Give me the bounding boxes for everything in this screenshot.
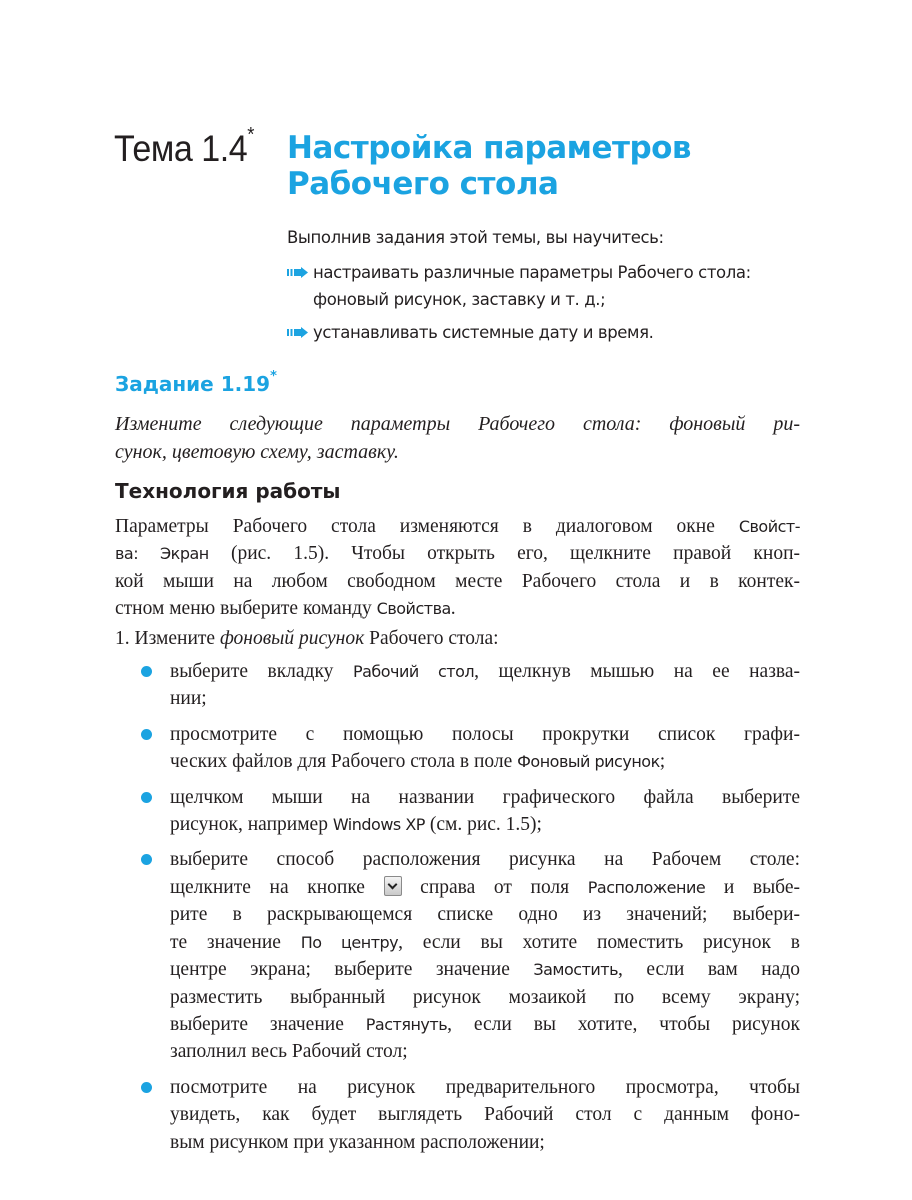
task-text	[115, 411, 800, 466]
task-line: сунок, цветовую схему, заставку.	[115, 440, 399, 463]
text-line	[170, 784, 800, 811]
arrow-right-icon	[287, 267, 309, 278]
text-line	[115, 513, 800, 540]
text-line	[170, 874, 800, 901]
emphasis-text: фоновый рисунок	[219, 627, 365, 649]
task-heading	[115, 369, 277, 396]
intro-text: Выполнив задания этой темы, вы научитесь:	[287, 228, 664, 247]
text-segment: ческих файлов для Рабочего стола в поле	[170, 751, 518, 773]
text-segment: 1. Измените	[115, 627, 220, 649]
text-line	[170, 846, 800, 873]
paragraph	[115, 513, 800, 623]
text-line	[170, 984, 800, 1011]
section-heading: Технология работы	[115, 479, 341, 503]
goal-item	[287, 259, 807, 313]
text-segment: выберите значение	[170, 1013, 366, 1035]
bullet-dot-icon	[141, 666, 152, 677]
bullet-item	[115, 784, 800, 839]
title-line: Настройка параметров	[287, 130, 692, 166]
topic-number: Тема 1.4	[114, 128, 248, 169]
text-line	[170, 1038, 800, 1065]
arrow-right-icon	[287, 327, 309, 338]
ui-term: ва: Экран	[115, 544, 209, 564]
text-segment: вым рисунком при указанном расположении;	[170, 1131, 545, 1153]
topic-star: *	[247, 124, 254, 146]
task-line: Измените следующие параметры Рабочего стола: фоновый ри-	[115, 413, 800, 435]
task-number: Задание 1.19	[115, 372, 271, 396]
text-line	[170, 658, 800, 685]
ui-term: Свойст-	[738, 517, 800, 536]
text-line	[170, 956, 800, 983]
goal-item	[287, 319, 807, 346]
text-line	[170, 901, 800, 928]
text-line	[115, 540, 800, 567]
dropdown-chevron-button-icon	[384, 876, 402, 896]
bullet-item	[115, 658, 800, 713]
topic-label	[114, 124, 254, 170]
text-segment: .	[450, 598, 456, 620]
goal-text: настраивать различные параметры Рабочего стола:	[313, 263, 751, 282]
goal-text: фоновый рисунок, заставку и т. д.;	[313, 290, 606, 309]
ui-term: Расположение	[587, 877, 706, 897]
text-segment: , если вы хотите, чтобы рисунок	[447, 1013, 800, 1035]
text-segment: , если вам надо	[618, 959, 800, 981]
goal-text: устанавливать системные дату и время.	[313, 323, 654, 342]
text-segment: те значение	[170, 931, 301, 953]
text-segment: справа от поля	[401, 876, 588, 898]
text-line	[170, 748, 800, 775]
text-line	[170, 811, 800, 838]
bullet-dot-icon	[141, 792, 152, 803]
ui-term: Замостить	[533, 960, 619, 980]
text-segment: просмотрите с помощью полосы прокрутки список графи-	[170, 723, 800, 745]
text-segment: выберите вкладку	[170, 661, 353, 683]
text-segment: выберите способ расположения рисунка на Рабочем столе:	[170, 849, 800, 871]
numbered-step	[115, 625, 800, 652]
bullet-item	[115, 1074, 800, 1156]
text-segment: щелкните на кнопке	[170, 876, 384, 898]
text-segment: Параметры Рабочего стола изменяются в диалоговом окне	[115, 516, 739, 537]
text-segment: рисунок, например	[170, 814, 333, 836]
text-segment: заполнил весь Рабочий стол;	[170, 1041, 408, 1063]
bullet-item	[115, 846, 800, 1065]
text-segment: стном меню выберите команду	[115, 598, 377, 620]
topic-title	[287, 130, 691, 202]
text-segment: Рабочего стола:	[364, 627, 499, 649]
text-segment: , щелкнув мышью на ее назва-	[474, 661, 800, 683]
text-segment: посмотрите на рисунок предварительного просмотра, чтобы	[170, 1076, 800, 1098]
ui-term: Windows XP	[332, 815, 425, 835]
bullet-dot-icon	[141, 854, 152, 865]
text-line	[115, 625, 800, 652]
text-segment: и выбе-	[705, 876, 801, 898]
bullet-item	[115, 721, 800, 776]
text-line	[170, 721, 800, 748]
text-segment: центре экрана; выберите значение	[170, 959, 534, 981]
text-segment: (рис. 1.5). Чтобы открыть его, щелкните правой кноп-	[208, 543, 801, 565]
text-line	[170, 1129, 800, 1156]
text-segment: увидеть, как будет выглядеть Рабочий стол с данным фоно-	[170, 1104, 800, 1126]
ui-term: Свойства	[376, 599, 451, 619]
text-line	[115, 568, 800, 595]
text-segment: нии;	[170, 688, 207, 710]
ui-term: Растянуть	[365, 1014, 448, 1034]
text-line	[115, 595, 800, 622]
text-segment: кой мыши на любом свободном месте Рабочего стола и в контек-	[115, 570, 800, 592]
text-line	[170, 1074, 800, 1101]
text-segment: рите в раскрывающемся списке одно из значений; выбери-	[170, 904, 800, 926]
text-segment: ;	[659, 751, 666, 773]
title-line: Рабочего стола	[287, 166, 559, 202]
ui-term: Фоновый рисунок	[517, 752, 660, 772]
text-line	[170, 685, 800, 712]
text-segment: , если вы хотите поместить рисунок в	[398, 931, 800, 953]
body-text	[115, 513, 800, 1164]
bullet-dot-icon	[141, 729, 152, 740]
text-segment: разместить выбранный рисунок мозаикой по всему экрану;	[170, 986, 800, 1008]
bullet-dot-icon	[141, 1082, 152, 1093]
ui-term: Рабочий стол	[352, 662, 475, 682]
text-line	[170, 929, 800, 956]
text-line	[170, 1011, 800, 1038]
text-segment: щелчком мыши на названии графического файла выберите	[170, 786, 800, 808]
text-line	[170, 1101, 800, 1128]
ui-term: По центру	[300, 932, 399, 952]
learning-goals	[287, 225, 807, 352]
task-star: *	[270, 369, 277, 384]
text-segment: (см. рис. 1.5);	[424, 814, 542, 836]
